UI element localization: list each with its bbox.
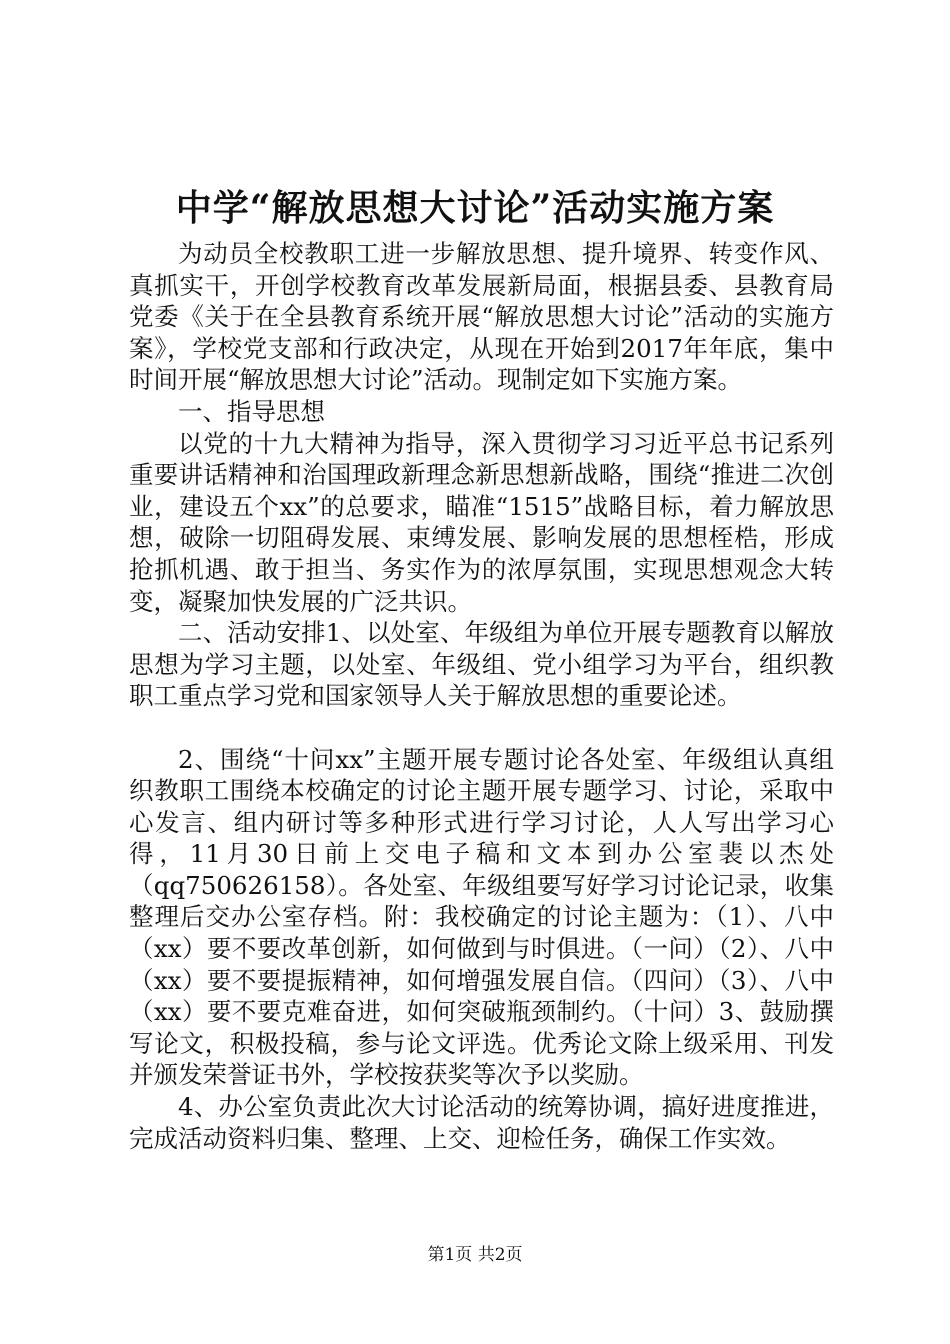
blank-line [129,712,834,744]
intro-paragraph: 为动员全校教职工进一步解放思想、提升境界、转变作风、真抓实干，开创学校教育改革发展新局面，根据县委、县教育局党委《关于在全县教育系统开展“解放思想大讨论”活动的实施方案》，学校党支部和行政决定，从现在开始到2017年年底，集中时间开展“解放思想大讨论”活动。现制定如下实施方案。 [129,239,834,395]
page-number-footer: 第1页 共2页 [427,1245,523,1265]
guiding-thought-paragraph: 以党的十九大精神为指导，深入贯彻学习习近平总书记系列重要讲话精神和治国理政新理念新思想新战略，围绕“推进二次创业，建设五个xx”的总要求，瞄准“1515”战略目标，着力解放思想，破除一切阻碍发展、束缚发展、影响发展的思想桎梏，形成抢抓机遇、敢于担当、务实作为的浓厚氛围，实现思想观念大转变，凝聚加快发展的广泛共识。 [129,428,834,616]
activity-arrangement-paragraph: 二、活动安排1、以处室、年级组为单位开展专题教育以解放思想为学习主题，以处室、年级组、党小组学习为平台，组织教职工重点学习党和国家领导人关于解放思想的重要论述。 [129,618,834,711]
discussion-paragraph: 2、围绕“十问xx”主题开展专题讨论各处室、年级组认真组织教职工围绕本校确定的讨论主题开展专题学习、讨论，采取中心发言、组内研讨等多种形式进行学习讨论，人人写出学习心得，11月30日前上交电子稿和文本到办公室裴以杰处（qq750626158）。各处室、年级组要写好学习讨论记录，收集整理后交办公室存档。附：我校确定的讨论主题为：（1）、八中（xx）要不要改革创新，如何做到与时俱进。（一问）（2）、八中（xx）要不要提振精神，如何增强发展自信。（四问）（3）、八中（xx）要不要克难奋进，如何突破瓶颈制约。（十问）3、鼓励撰写论文，积极投稿，参与论文评选。优秀论文除上级采用、刊发并颁发荣誉证书外，学校按获奖等次予以奖励。 [129,744,834,1090]
office-responsibility-paragraph: 4、办公室负责此次大讨论活动的统筹协调，搞好进度推进，完成活动资料归集、整理、上交、迎检任务，确保工作实效。 [129,1092,834,1153]
document-body [129,238,834,1154]
document-title: 中学“解放思想大讨论”活动实施方案 [175,187,775,229]
section-heading-guiding-thought: 一、指导思想 [178,396,325,426]
